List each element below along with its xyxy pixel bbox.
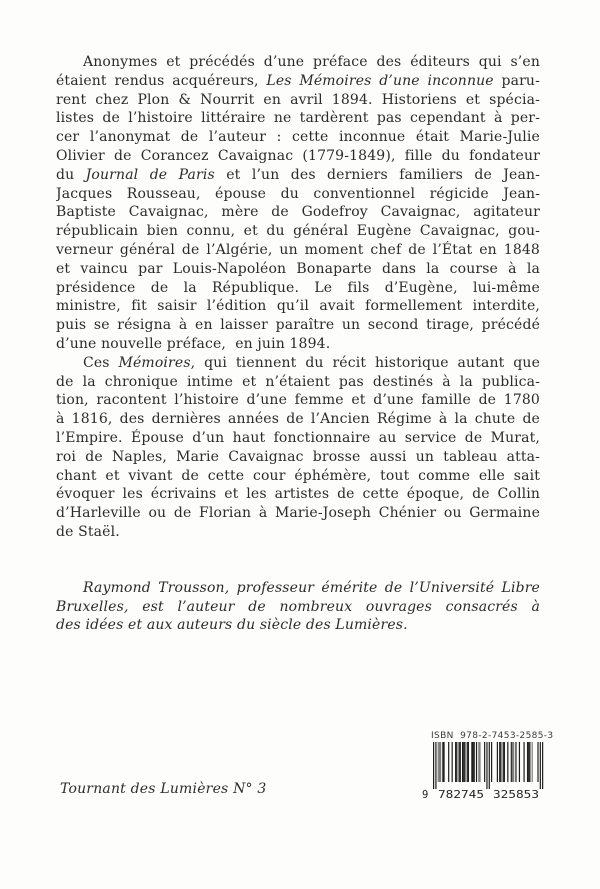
body-text xyxy=(56,53,540,635)
text-line: Bruxelles, est l’auteur de nombreux ouvrages consacrés à xyxy=(56,598,540,615)
barcode-bar xyxy=(523,742,524,782)
barcode-bar xyxy=(440,742,441,782)
barcode-bar xyxy=(519,742,520,782)
barcode-bar xyxy=(527,742,528,782)
barcode-bar xyxy=(448,742,449,782)
barcode-bar xyxy=(476,742,477,782)
barcode-bar xyxy=(512,742,513,782)
barcode-svg xyxy=(419,742,547,800)
text-line: Anonymes et précédés d’une préface des éditeurs qui s’en xyxy=(83,54,540,70)
barcode-bar xyxy=(478,742,479,782)
text-line: Olivier de Corancez Cavaignac (1779-1849), fille du fondateur xyxy=(56,147,540,164)
barcode-bar xyxy=(537,742,538,782)
barcode xyxy=(419,731,554,804)
barcode-bar xyxy=(511,742,512,782)
barcode-bar xyxy=(528,742,529,782)
barcode-right-digits: 325853 xyxy=(493,789,539,800)
barcode-bar xyxy=(455,742,456,782)
barcode-bar xyxy=(456,742,457,782)
barcode-bar xyxy=(443,742,444,782)
barcode-first-digit: 9 xyxy=(422,789,429,800)
barcode-bar xyxy=(532,742,533,782)
barcode-bar xyxy=(472,742,473,782)
barcode-bar xyxy=(463,742,464,782)
text-line: verneur général de l’Algérie, un moment chef de l’État en 1848 xyxy=(56,241,540,258)
text-line: de la chronique intime et n’étaient pas destinés à la publica- xyxy=(56,373,540,390)
barcode-bar xyxy=(438,742,439,782)
barcode-bar xyxy=(459,742,460,782)
text-line: l’Empire. Épouse d’un haut fonctionnaire au service de Murat, xyxy=(56,429,540,446)
text-line: Ces Mémoires, qui tiennent du récit historique autant que xyxy=(83,354,540,371)
barcode-bar xyxy=(471,742,472,782)
barcode-bar xyxy=(442,742,443,782)
barcode-bar xyxy=(462,742,463,782)
barcode-bar xyxy=(464,742,465,782)
barcode-bar xyxy=(497,742,498,782)
paragraph xyxy=(56,354,540,542)
barcode-bar xyxy=(433,742,434,789)
barcode-bar xyxy=(515,742,516,782)
text-line: rent chez Plon & Nourrit en avril 1894. Historiens et spécia- xyxy=(56,91,540,108)
text-line: Baptiste Cavaignac, mère de Godefroy Cavaignac, agitateur xyxy=(56,204,540,221)
isbn-label: ISBN 978-2-7453-2585-3 xyxy=(431,731,554,741)
barcode-bar xyxy=(439,742,440,782)
barcode-bar xyxy=(540,742,541,789)
barcode-bar xyxy=(474,742,475,782)
barcode-bar xyxy=(499,742,500,782)
collection-label: Tournant des Lumières N° 3 xyxy=(60,781,267,797)
text-line: cer l’anonymat de l’auteur : cette inconnue était Marie-Julie xyxy=(56,129,540,146)
barcode-bar xyxy=(452,742,453,782)
barcode-bar xyxy=(542,742,543,789)
text-line: de Staël. xyxy=(56,523,120,540)
text-line: ministre, fit saisir l’édition qu’il avait formellement interdite, xyxy=(56,298,540,315)
barcode-bar xyxy=(479,742,480,782)
barcode-bar xyxy=(503,742,504,782)
paragraph xyxy=(56,53,540,354)
text-line: du Journal de Paris et l’un des derniers familiers de Jean- xyxy=(56,166,540,183)
barcode-bar xyxy=(467,742,468,782)
text-line: listes de l’histoire littéraire ne tardèrent pas cependant à per- xyxy=(56,110,540,127)
barcode-bar xyxy=(507,742,508,782)
text-line: Jacques Rousseau, épouse du conventionnel régicide Jean- xyxy=(56,185,540,202)
text-line: puis se résigna à en laisser paraître un second tirage, précédé xyxy=(56,317,540,334)
barcode-bar xyxy=(489,742,490,789)
text-line: d’une nouvelle préface, en juin 1894. xyxy=(56,335,331,352)
text-line: présidence de la République. Le fils d’Eugène, lui-même xyxy=(56,279,540,296)
text-line: roi de Naples, Marie Cavaignac brosse aussi un tableau atta- xyxy=(56,448,540,465)
barcode-bar xyxy=(500,742,501,782)
text-line: à 1816, des dernières années de l’Ancien Régime à la chute de xyxy=(56,411,540,428)
text-line: et vaincu par Louis-Napoléon Bonaparte dans la course à la xyxy=(56,260,540,277)
barcode-left-digits: 782745 xyxy=(438,789,484,800)
barcode-bar xyxy=(484,742,485,782)
barcode-bar xyxy=(504,742,505,782)
text-line: tion, racontent l’histoire d’une femme et d’une famille de 1780 xyxy=(56,392,540,409)
text-line: évoquer les écrivains et les artistes de cette époque, de Collin xyxy=(56,486,540,503)
barcode-bar xyxy=(529,742,530,782)
paragraph xyxy=(56,579,540,635)
text-line: républicain bien connu, et du général Eugène Cavaignac, gou- xyxy=(56,223,540,240)
barcode-bar xyxy=(435,742,436,789)
text-line: étaient rendus acquéreurs, Les Mémoires d’une inconnue paru- xyxy=(56,72,540,89)
text-line: Raymond Trousson, professeur émérite de l’Université Libre xyxy=(83,579,540,596)
text-line: d’Harleville ou de Florian à Marie-Joseph Chénier ou Germaine xyxy=(56,505,540,522)
barcode-bar xyxy=(491,742,492,782)
barcode-bar xyxy=(513,742,514,782)
text-line: des idées et aux auteurs du siècle des Lumières. xyxy=(56,617,408,634)
barcode-bar xyxy=(486,742,487,789)
barcode-bar xyxy=(468,742,469,782)
text-line: chant et vivant de cette cour éphémère, tout comme elle sait xyxy=(56,467,540,484)
barcode-bar xyxy=(460,742,461,782)
